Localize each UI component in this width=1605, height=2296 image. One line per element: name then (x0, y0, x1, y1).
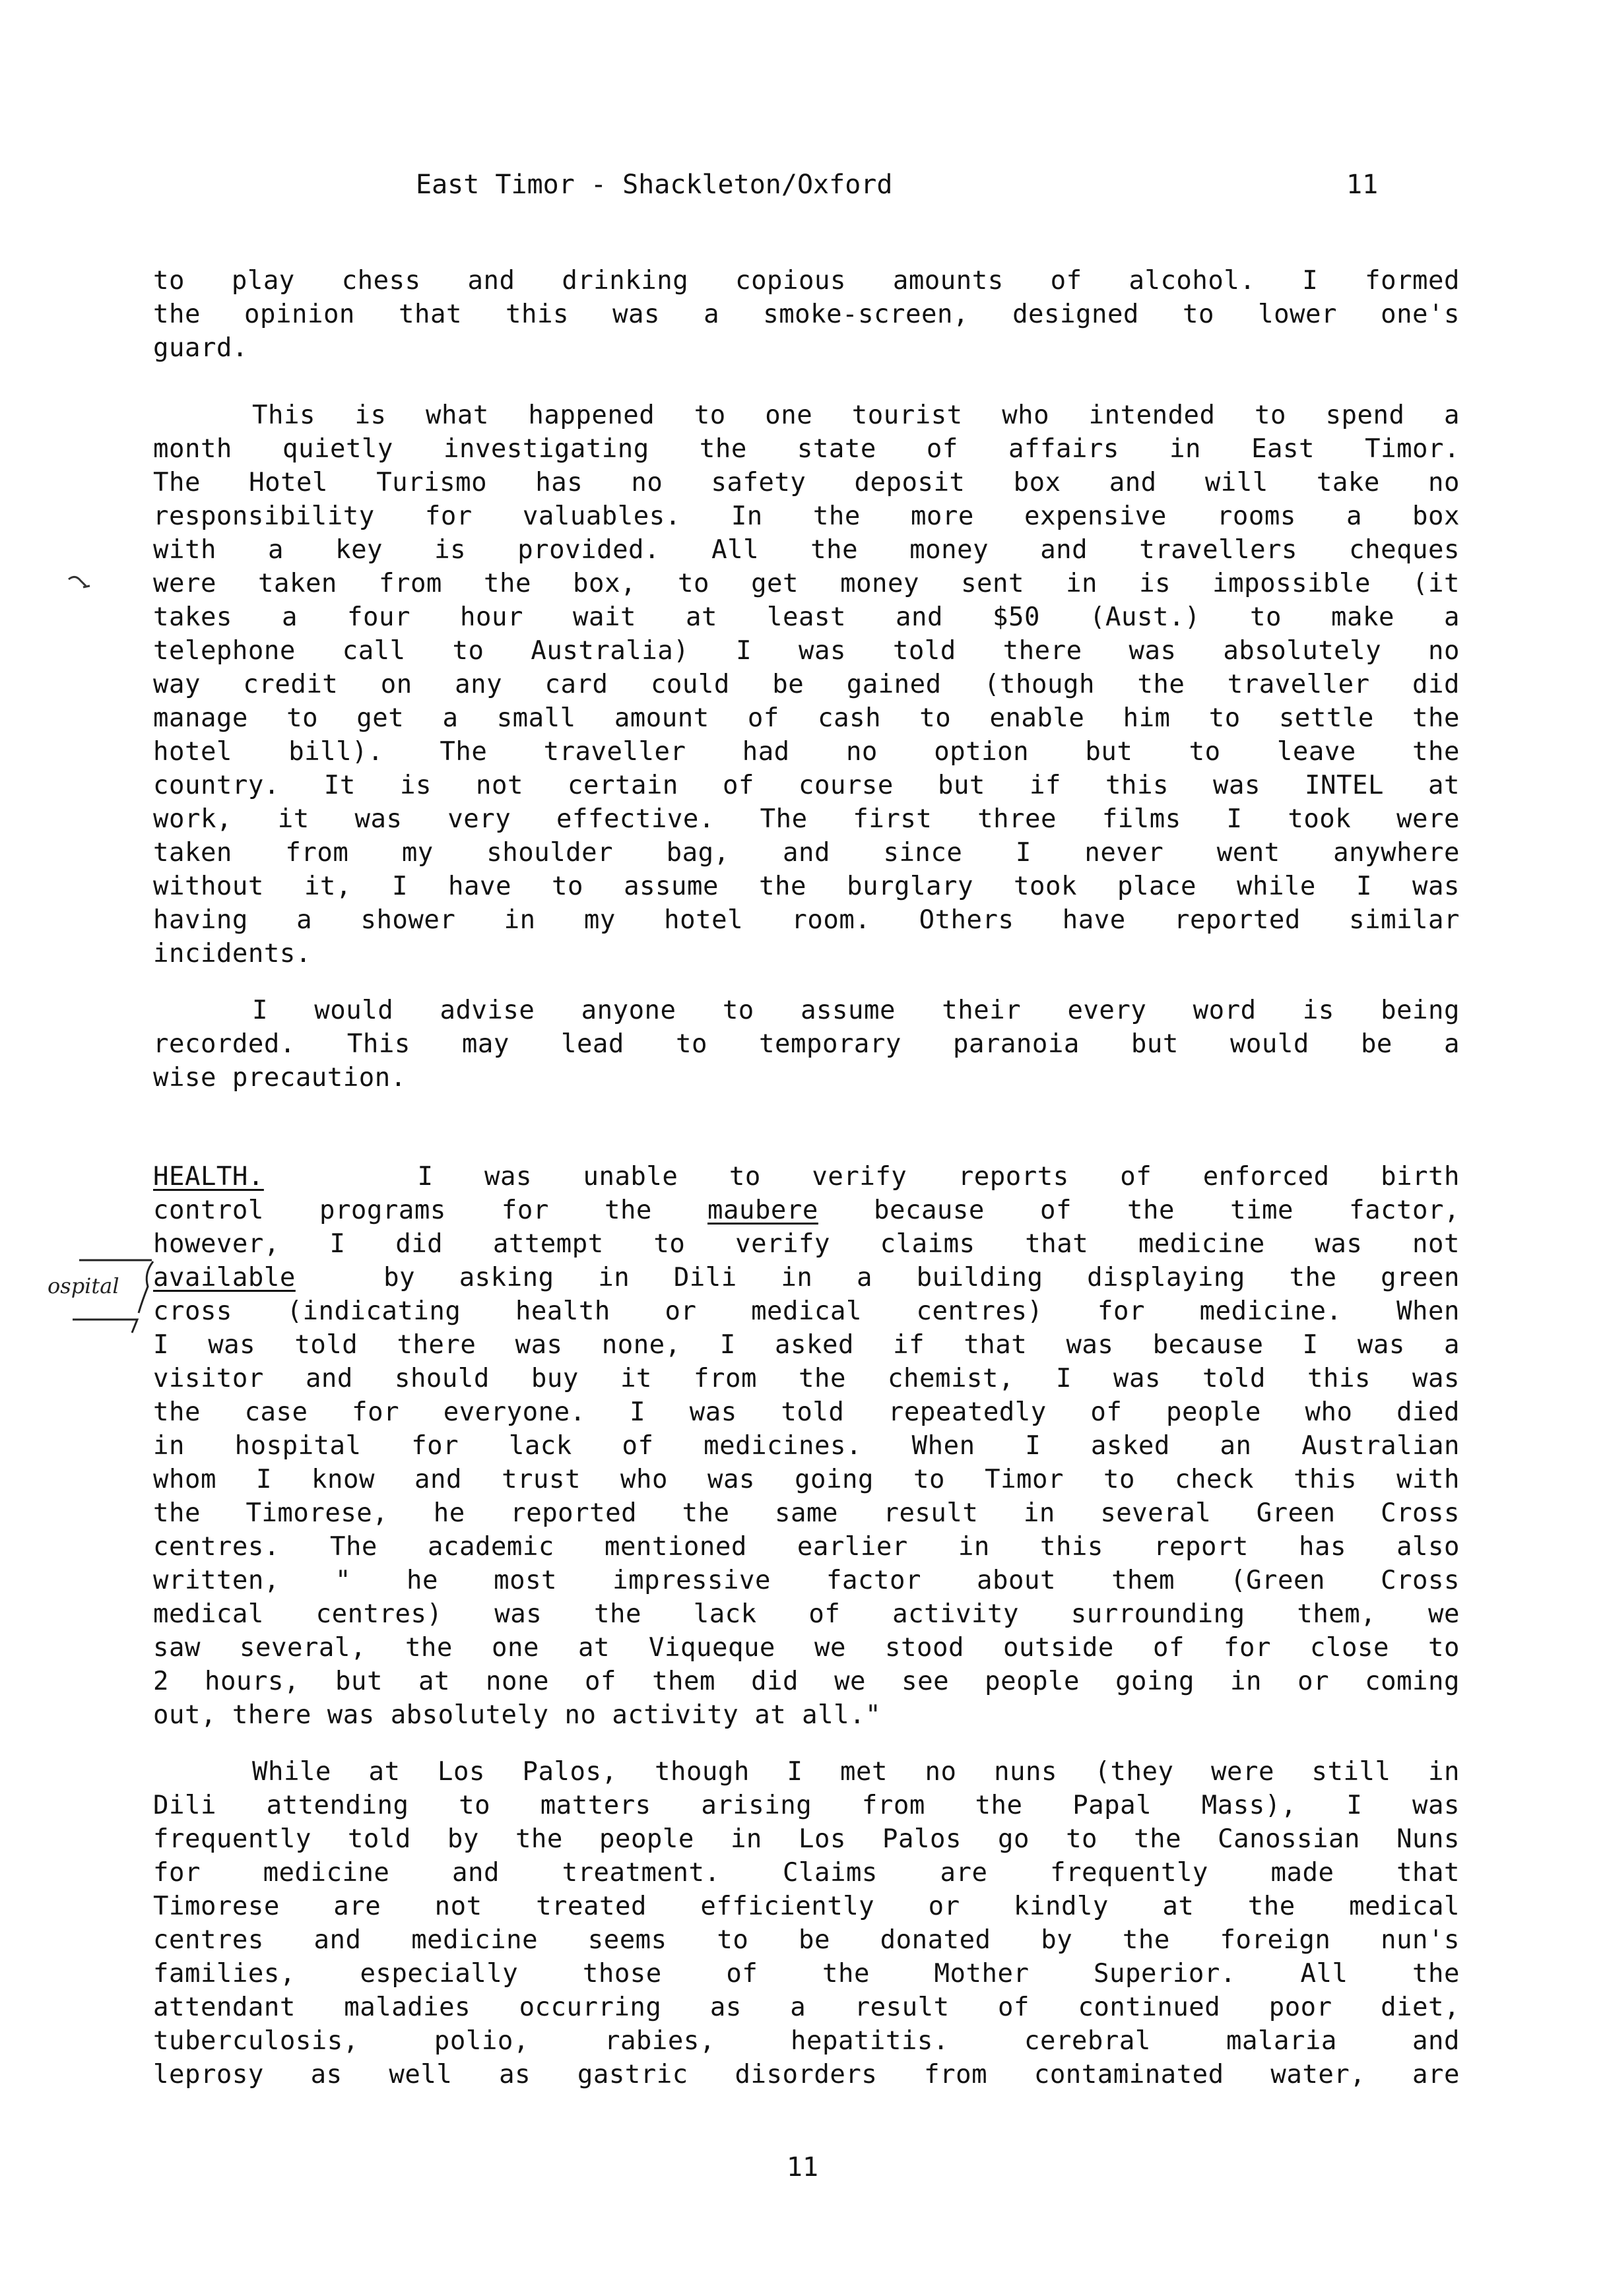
paragraph-tourist (153, 399, 1460, 971)
text-line: written, " he most impressive factor about them (Green Cross (153, 1566, 1460, 1595)
text-line: hotel bill). The traveller had no option but to leave the (153, 737, 1460, 767)
text-line: however, I did attempt to verify claims that medicine was not (153, 1229, 1460, 1259)
paragraph-continuation (153, 264, 1460, 365)
text-line: whom I know and trust who was going to Timor to check this with (153, 1465, 1460, 1494)
text-line: 2 hours, but at none of them did we see people going in or coming (153, 1667, 1460, 1696)
text-line: This is what happened to one tourist who intended to spend a (252, 400, 1460, 430)
section-heading-health: HEALTH. (153, 1162, 264, 1192)
text-line: the case for everyone. I was told repeatedly of people who died (153, 1397, 1460, 1427)
text-line: having a shower in my hotel room. Others have reported similar (153, 905, 1460, 935)
text-line: work, it was very effective. The first three films I took were (153, 804, 1460, 834)
text-line: Timorese are not treated efficiently or kindly at the medical (153, 1892, 1460, 1921)
document-title: East Timor - Shackleton/Oxford (416, 170, 893, 200)
text-line: available by asking in Dili in a building displaying the green (153, 1263, 1460, 1292)
underlined-term: available (153, 1263, 296, 1292)
text-line: wise precaution. (153, 1063, 407, 1093)
text-line: tuberculosis, polio, rabies, hepatitis. cerebral malaria and (153, 2026, 1460, 2056)
paragraph-los-palos (153, 1755, 1460, 2091)
text-line: without it, I have to assume the burglary took place while I was (153, 872, 1460, 901)
text-line: control programs for the maubere because of the time factor, (153, 1196, 1460, 1225)
text-line: to play chess and drinking copious amounts of alcohol. I formed (153, 266, 1460, 296)
text-line: responsibility for valuables. In the more expensive rooms a box (153, 501, 1460, 531)
text-line: While at Los Palos, though I met no nuns (they were still in (252, 1757, 1460, 1787)
text-line: the Timorese, he reported the same result in several Green Cross (153, 1498, 1460, 1528)
text-line: families, especially those of the Mother Superior. All the (153, 1959, 1460, 1989)
text-line: month quietly investigating the state of affairs in East Timor. (153, 434, 1460, 464)
text-line: taken from my shoulder bag, and since I never went anywhere (153, 838, 1460, 868)
text-line: saw several, the one at Viqueque we stood outside of for close to (153, 1633, 1460, 1663)
text-line: way credit on any card could be gained (though the traveller did (153, 670, 1460, 699)
margin-tick-mark (66, 571, 106, 598)
text-line: were taken from the box, to get money sent in is impossible (it (153, 569, 1460, 598)
text-line: out, there was absolutely no activity at all." (153, 1700, 882, 1730)
text-line: in hospital for lack of medicines. When I asked an Australian (153, 1431, 1460, 1461)
paragraph-health (153, 1160, 1460, 1732)
text-line: HEALTH. I was unable to verify reports of enforced birth (153, 1162, 1460, 1192)
text-line: guard. (153, 333, 248, 363)
page-footer-number: 11 (786, 2152, 819, 2183)
text-line: Dili attending to matters arising from the Papal Mass), I was (153, 1791, 1460, 1820)
text-line: manage to get a small amount of cash to enable him to settle the (153, 703, 1460, 733)
text-line: leprosy as well as gastric disorders from contaminated water, are (153, 2060, 1460, 2089)
text-line: takes a four hour wait at least and $50 (Aust.) to make a (153, 602, 1460, 632)
margin-handwritten-note: ospital (48, 1273, 119, 1298)
header-page-number: 11 (1346, 170, 1379, 200)
text-line: attendant maladies occurring as a result of continued poor diet, (153, 1993, 1460, 2022)
page-header (0, 165, 1605, 205)
text-line: recorded. This may lead to temporary paranoia but would be a (153, 1029, 1460, 1059)
text-line: incidents. (153, 939, 311, 969)
text-line: I would advise anyone to assume their every word is being (252, 996, 1460, 1025)
text-line: country. It is not certain of course but if this was INTEL at (153, 771, 1460, 800)
text-line: visitor and should buy it from the chemist, I was told this was (153, 1364, 1460, 1393)
text-line: with a key is provided. All the money and travellers cheques (153, 535, 1460, 565)
text-line: for medicine and treatment. Claims are frequently made that (153, 1858, 1460, 1888)
text-line: cross (indicating health or medical centres) for medicine. When (153, 1296, 1460, 1326)
text-line: I was told there was none, I asked if that was because I was a (153, 1330, 1460, 1360)
text-line: telephone call to Australia) I was told there was absolutely no (153, 636, 1460, 666)
text-line: centres. The academic mentioned earlier in this report has also (153, 1532, 1460, 1562)
text-line: centres and medicine seems to be donated by the foreign nun's (153, 1925, 1460, 1955)
paragraph-advice (153, 994, 1460, 1095)
text-line: medical centres) was the lack of activity surrounding them, we (153, 1599, 1460, 1629)
underlined-term: maubere (707, 1196, 818, 1225)
text-line: frequently told by the people in Los Palos go to the Canossian Nuns (153, 1824, 1460, 1854)
text-line: The Hotel Turismo has no safety deposit box and will take no (153, 468, 1460, 497)
text-line: the opinion that this was a smoke-screen, designed to lower one's (153, 300, 1460, 329)
